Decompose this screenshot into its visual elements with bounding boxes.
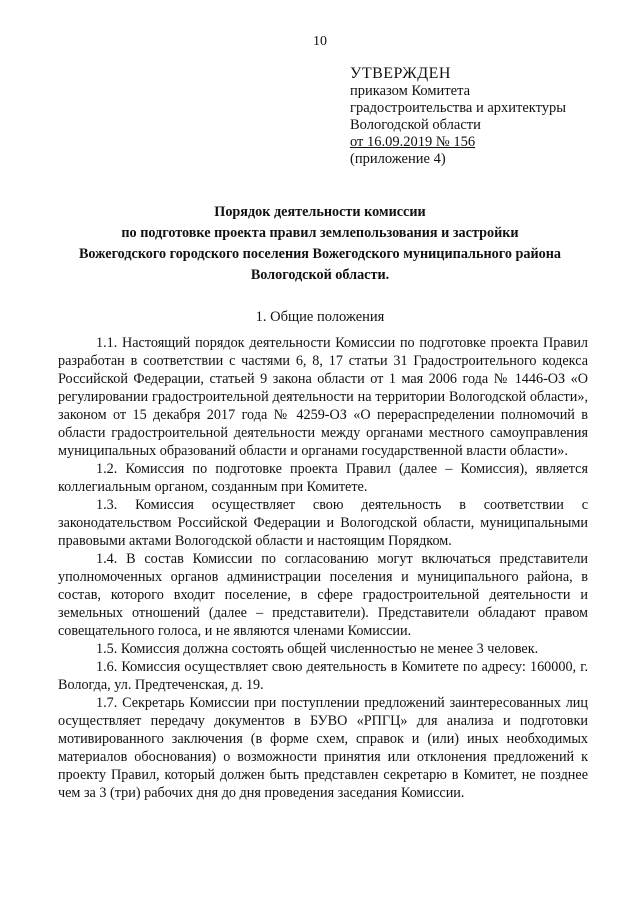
approval-line-3: Вологодской области <box>350 117 481 133</box>
paragraph-1-2: 1.2. Комиссия по подготовке проекта Правил (далее – Комиссия), является коллегиальным органом, созданным при Комитете. <box>58 461 588 495</box>
section-body <box>58 334 588 802</box>
paragraph-1-3: 1.3. Комиссия осуществляет свою деятельность в соответствии с законодательством Российской Федерации и Вологодской области, муниципальными правовыми актами Вологодской области и настоящим Порядком. <box>58 497 588 549</box>
document-title <box>40 202 600 286</box>
paragraph-1-1: 1.1. Настоящий порядок деятельности Комиссии по подготовке проекта Правил разработан в соответствии с частями 6, 8, 17 статьи 31 Градостроительного кодекса Российской Федерации, статьей 9 закона области от 1 мая 2006 года № 1446-ОЗ «О регулировании градостроительной деятельности на территории Вологодской области», законом от 15 декабря 2017 года № 4259-ОЗ «О перераспределении полномочий в области градостроительной деятельности между органами местного самоуправления муниципальных образований области и органами государственной власти области». <box>58 335 588 459</box>
approval-date-number: от 16.09.2019 № 156 <box>350 134 476 150</box>
approval-appendix: (приложение 4) <box>350 151 446 167</box>
paragraph-1-4: 1.4. В состав Комиссии по согласованию могут включаться представители уполномоченных органов администрации поселения и муниципального района, в состав, которого входит поселение, в сфере градостроительной деятельности и земельных отношений (далее – представители). Представители обладают правом совещательного голоса, и не являются членами Комиссии. <box>58 551 588 639</box>
section-heading: 1. Общие положения <box>255 309 385 325</box>
page-number: 10 <box>313 34 327 49</box>
paragraph-1-6: 1.6. Комиссия осуществляет свою деятельность в Комитете по адресу: 160000, г. Вологда, ул. Предтеченская, д. 19. <box>58 659 588 693</box>
approval-title: УТВЕРЖДЕН <box>350 65 451 82</box>
approval-line-2: градостроительства и архитектуры <box>350 100 567 116</box>
approval-line-1: приказом Комитета <box>350 83 471 99</box>
title-line-1: Порядок деятельности комиссии <box>214 204 426 220</box>
title-line-2: по подготовке проекта правил землепользования и застройки <box>121 225 519 241</box>
paragraph-1-5: 1.5. Комиссия должна состоять общей численностью не менее 3 человек. <box>96 641 539 657</box>
approval-block <box>350 64 620 168</box>
paragraph-1-7: 1.7. Секретарь Комиссии при поступлении предложений заинтересованных лиц осуществляет передачу документов в БУВО «РПГЦ» для анализа и подготовки мотивированного заключения (в форме схем, справок и (или) иных необходимых материалов обоснования) о возможности принятия или отклонения предложений к проекту Правил, который должен быть представлен секретарю в Комитет, не позднее чем за 3 (три) рабочих дня до дня проведения заседания Комиссии. <box>58 695 588 801</box>
title-line-4: Вологодской области. <box>250 267 390 283</box>
title-line-3: Вожегодского городского поселения Вожегодского муниципального района <box>78 246 562 262</box>
